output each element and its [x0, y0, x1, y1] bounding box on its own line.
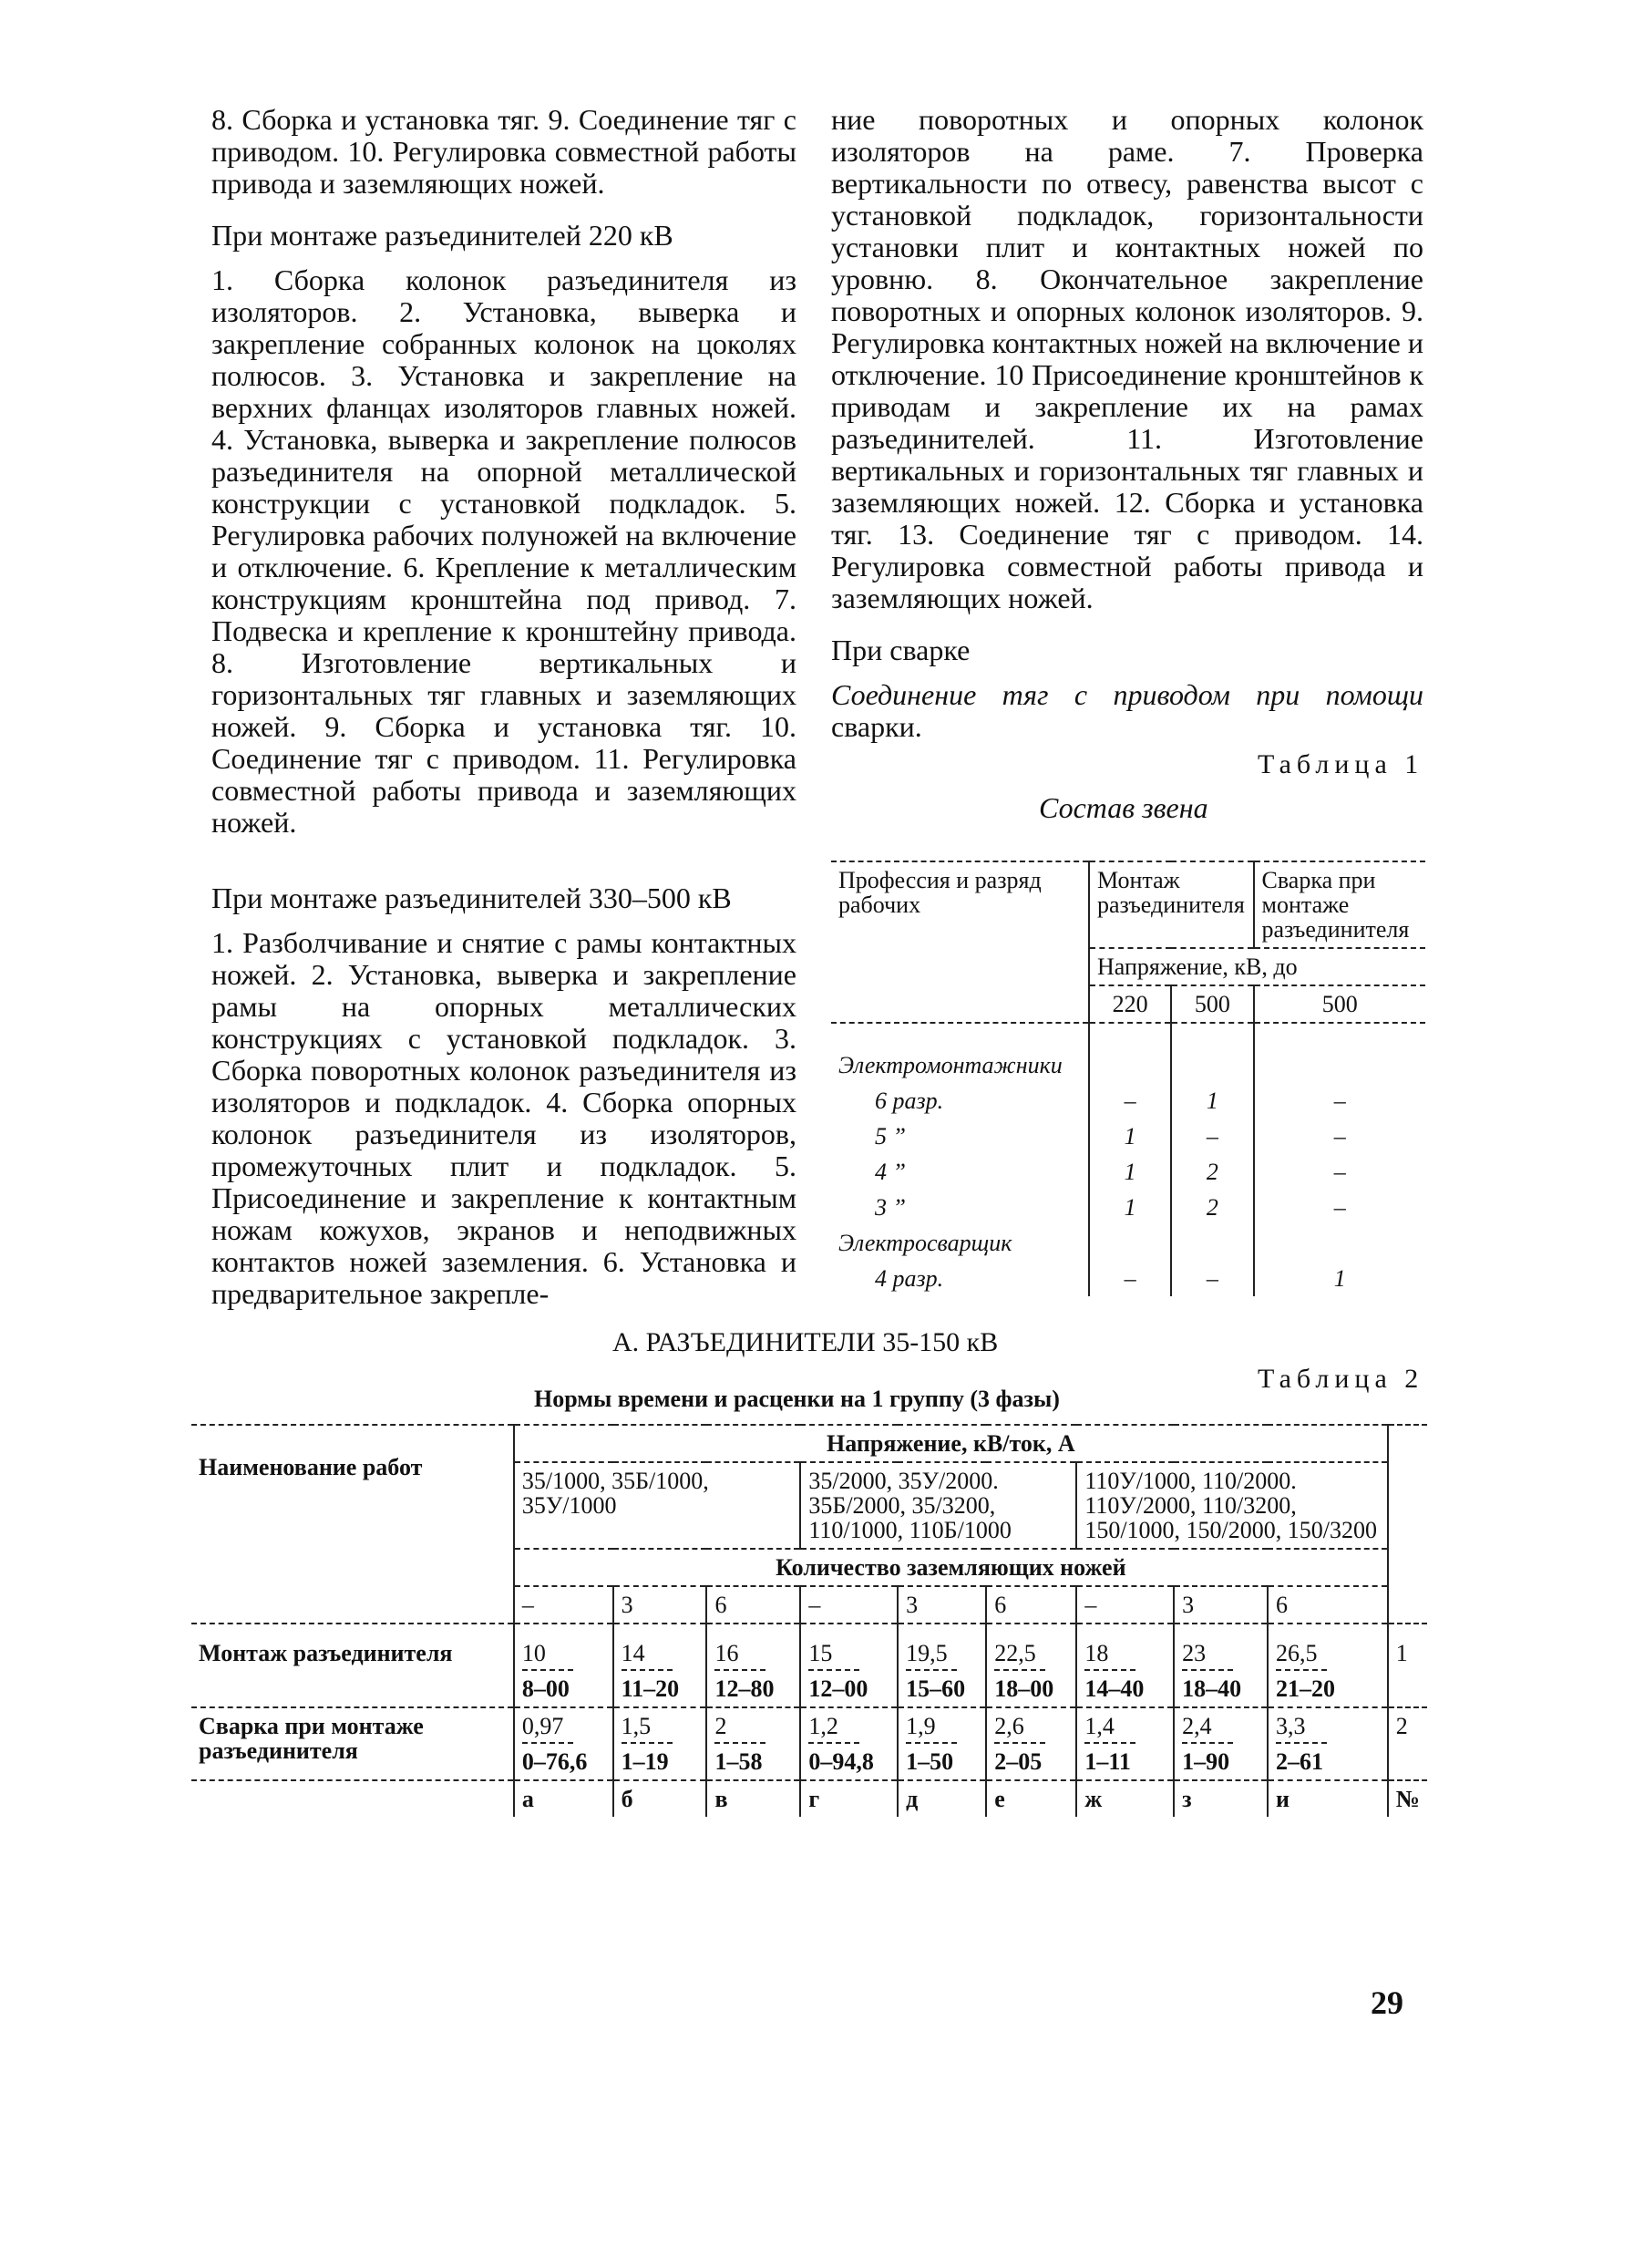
table1-label: Таблица 1	[1258, 749, 1424, 779]
italic-text: Соединение тяг с приводом при помощи	[831, 678, 1423, 711]
table-row: 6 разр. – 1 –	[831, 1083, 1425, 1119]
table-row: – 3 6 – 3 6 – 3 6	[191, 1586, 1427, 1624]
table2-title: Нормы времени и расценки на 1 группу (3 фазы)	[534, 1386, 1060, 1412]
table2	[191, 1424, 1427, 1817]
table-row: 4 ” 1 2 –	[831, 1154, 1425, 1190]
t2-head-voltage: Напряжение, кВ/ток, А	[514, 1425, 1388, 1462]
table-row: Монтаж разъединителя 10 8–00 14 11–20 16 12–80 15 12–00 19,5 15–60 22,5 18–00 18 14–40 23 18–40 26,5 21–20 1	[191, 1624, 1427, 1707]
section-title: А. РАЗЪЕДИНИТЕЛИ 35-150 кВ	[612, 1327, 999, 1357]
table1	[831, 861, 1425, 1296]
section-heading: При монтаже разъединителей 220 кВ	[211, 219, 673, 252]
table-row: Сварка при монтаже разъединителя 0,97 0–76,6 1,5 1–19 2 1–58 1,2 0–94,8 1,9 1–50 2,6 2–05 1,4 1–11 2,4 1–90 3,3 2–61 2	[191, 1707, 1427, 1780]
paragraph	[831, 679, 1423, 743]
t2-head-name: Наименование работ	[191, 1425, 514, 1586]
section-heading: При сварке	[831, 634, 971, 666]
t1-voltage-label: Напряжение, кВ, до	[1089, 948, 1425, 985]
t2-head-knives: Количество заземляющих ножей	[514, 1549, 1388, 1586]
table2-label: Таблица 2	[1258, 1364, 1424, 1394]
paragraph: ние поворотных и опорных колонок изоляторов на раме. 7. Проверка вертикальности по отвесу, равенства высот с установкой подкладок, горизонтальности установки плит и контактных ножей по уровню. 8. Окончательное закрепление поворотных и опорных колонок изоляторов. 9. Регулировка контактных ножей на включение и отключение. 10 Присоединение кронштейнов к приводам и закрепление их на рамах разъединителей. 11. Изготовление вертикальных и горизонтальных тяг главных и заземляющих ножей. 12. Сборка и установка тяг. 13. Соединение тяг с приводом. 14. Регулировка совместной работы привода и заземляющих ножей.	[831, 103, 1423, 614]
paragraph: 8. Сборка и установка тяг. 9. Соединение тяг с приводом. 10. Регулировка совместной работы привода и заземляющих ножей.	[211, 103, 796, 200]
t2-group-2: 35/2000, 35У/2000. 35Б/2000, 35/3200, 110/1000, 110Б/1000	[800, 1462, 1076, 1549]
table-row: 3 ” 1 2 –	[831, 1190, 1425, 1225]
right-column	[831, 104, 1423, 743]
t1-head-montage: Монтаж разъединителя	[1089, 861, 1254, 948]
section-heading: При монтаже разъединителей 330–500 кВ	[211, 881, 732, 914]
t1-head-profession: Профессия и разряд рабочих	[831, 861, 1089, 985]
t1-voltage-220: 220	[1089, 985, 1171, 1023]
left-column	[211, 104, 796, 1310]
paragraph: 1. Сборка колонок разъединителя из изоляторов. 2. Установка, выверка и закрепление собранных колонок на цоколях полюсов. 3. Установка и закрепление на верхних фланцах изоляторов главных ножей. 4. Установка, выверка и закрепление полюсов разъединителя на опорной металлической конструкции с установкой подкладок. 5. Регулировка рабочих полуножей на включение и отключение. 6. Крепление к металлическим конструкциям кронштейна под привод. 7. Подвеска и крепление к кронштейну привода. 8. Изготовление вертикальных и горизонтальных тяг главных и заземляющих ножей. 9. Сборка и установка тяг. 10. Соединение тяг с приводом. 11. Регулировка совместной работы привода и заземляющих ножей.	[211, 263, 796, 839]
paragraph: 1. Разболчивание и снятие с рамы контактных ножей. 2. Установка, выверка и закрепление рамы на опорных металлических конструкциях с установкой подкладок. 3. Сборка поворотных колонок разъединителя из изоляторов и подкладок. 4. Сборка опорных колонок разъединителя из изоляторов, промежуточных плит и подкладок. 5. Присоединение и закрепление к контактным ножам кожухов, экранов и неподвижных контактов ножей заземления. 6. Установка и предварительное закрепле-	[211, 926, 796, 1310]
page-number: 29	[1371, 1984, 1403, 2021]
t1-voltage-500-weld: 500	[1254, 985, 1425, 1023]
t1-head-welding: Сварка при монтаже разъединителя	[1254, 861, 1425, 948]
table1-title: Состав звена	[1039, 791, 1208, 824]
text: сварки.	[831, 710, 922, 743]
table-row: 5 ” 1 – –	[831, 1119, 1425, 1154]
table-row: Электросварщик	[831, 1225, 1425, 1261]
t2-group-3: 110У/1000, 110/2000. 110У/2000, 110/3200, 150/1000, 150/2000, 150/3200	[1084, 1468, 1377, 1543]
table-row: 4 разр. – – 1	[831, 1261, 1425, 1296]
t2-group-1: 35/1000, 35Б/1000, 35У/1000	[514, 1462, 801, 1549]
t1-voltage-500: 500	[1171, 985, 1253, 1023]
table-row: Электромонтажники	[831, 1023, 1425, 1083]
table-row: а б в г д е ж з и №	[191, 1780, 1427, 1817]
